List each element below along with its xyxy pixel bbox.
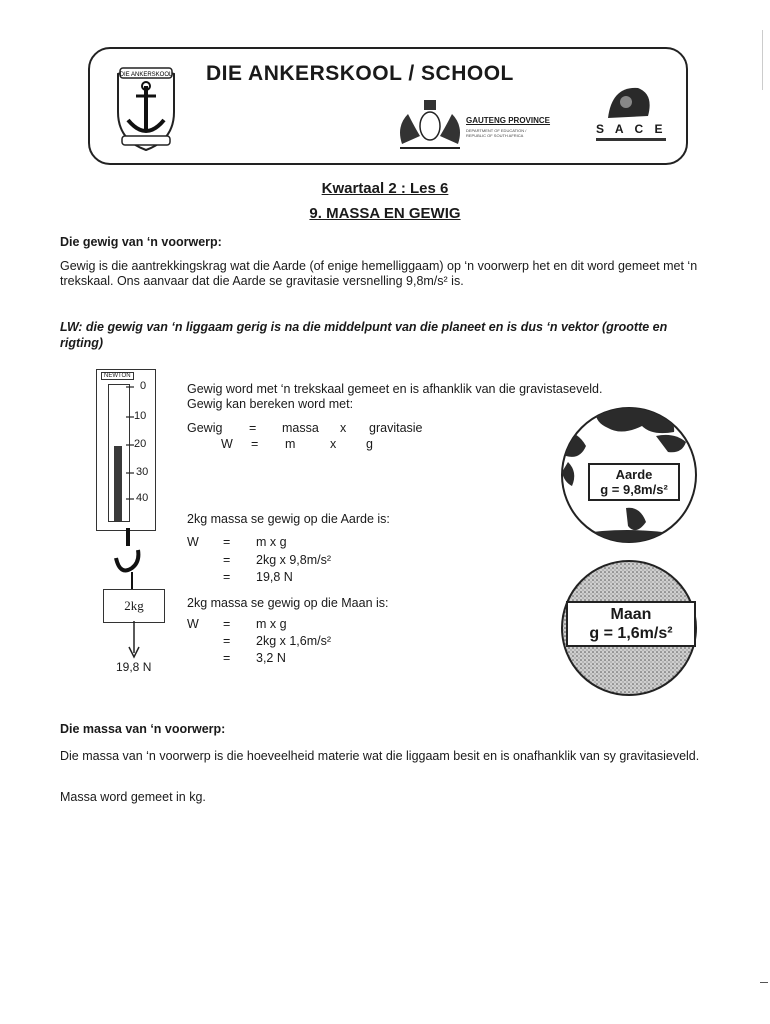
svg-text:DIE ANKERSKOOL: DIE ANKERSKOOL bbox=[119, 72, 173, 78]
moon-calc-eq-3: = bbox=[223, 651, 231, 665]
scale-tick-10: 10 bbox=[134, 410, 147, 422]
earth-calc-eq-1: = bbox=[223, 535, 231, 549]
scale-tick-30: 30 bbox=[136, 466, 149, 478]
coat-of-arms-logo bbox=[394, 96, 466, 152]
earth-calc-step-1: m x g bbox=[256, 535, 287, 549]
sace-emblem-icon bbox=[598, 80, 658, 120]
scale-unit-label: NEWTON bbox=[101, 372, 134, 380]
formula-word-times: x bbox=[340, 421, 347, 435]
force-label: 19,8 N bbox=[116, 660, 152, 674]
earth-calc-eq-2: = bbox=[223, 553, 231, 567]
moon-calc-step-1: m x g bbox=[256, 617, 287, 631]
formula-symbol-equals: = bbox=[251, 437, 259, 451]
formula-symbol-g: g bbox=[366, 437, 373, 451]
scan-edge-mark bbox=[762, 30, 763, 90]
lesson-term: Kwartaal 2 : Les 6 bbox=[321, 180, 449, 197]
earth-calc-lhs: W bbox=[187, 535, 199, 549]
scale-tick-20: 20 bbox=[134, 438, 147, 450]
sace-logo-text: S A C E bbox=[596, 122, 666, 141]
formula-symbol-m: m bbox=[285, 437, 296, 451]
earth-calc-eq-3: = bbox=[223, 570, 231, 584]
weight-vector-note: LW: die gewig van ‘n liggaam gerig is na die middelpunt van die planeet en is dus ‘n vektor (grootte en rigting) bbox=[60, 320, 668, 350]
scale-spring-indicator bbox=[114, 446, 122, 521]
moon-label-box bbox=[566, 601, 696, 647]
earth-label-box bbox=[588, 463, 680, 501]
scale-tick-0: 0 bbox=[140, 380, 147, 392]
scan-edge-tick bbox=[760, 982, 768, 983]
earth-name: Aarde bbox=[615, 467, 653, 482]
explanation-line-2: Gewig kan bereken word met: bbox=[187, 397, 354, 411]
weight-definition: Gewig is die aantrekkingskrag wat die Aarde (of enige hemelliggaam) op ‘n voorwerp het en dit word gemeet met ‘n trekskaal. Ons aanvaar dat die Aarde se gravitasie versnelling 9,8m/s² is. bbox=[60, 259, 698, 288]
mass-block: 2kg bbox=[103, 589, 165, 623]
lesson-title: 9. MASSA EN GEWIG bbox=[309, 205, 461, 222]
formula-word-equals: = bbox=[249, 421, 257, 435]
moon-gravity: g = 1,6m/s² bbox=[589, 625, 673, 642]
formula-word-massa: massa bbox=[282, 421, 319, 435]
province-subtitle: DEPARTMENT OF EDUCATION / REPUBLIC OF SOUTH AFRICA bbox=[466, 128, 527, 138]
moon-calc-eq-2: = bbox=[223, 634, 231, 648]
mass-definition: Die massa van ‘n voorwerp is die hoeveelheid materie wat die liggaam besit en is onafhanklik van sy gravitasieveld. bbox=[60, 749, 700, 763]
earth-calc-step-2: 2kg x 9,8m/s² bbox=[256, 553, 332, 567]
moon-calc-eq-1: = bbox=[223, 617, 231, 631]
moon-name: Maan bbox=[610, 606, 652, 623]
explanation-line-1: Gewig word met ‘n trekskaal gemeet en is afhanklik van die gravistaseveld. bbox=[187, 382, 603, 396]
earth-calc-result: 19,8 N bbox=[256, 570, 293, 584]
mass-heading: Die massa van ‘n voorwerp: bbox=[60, 722, 226, 736]
formula-word-gravitasie: gravitasie bbox=[369, 421, 423, 435]
mass-unit-note: Massa word gemeet in kg. bbox=[60, 790, 206, 804]
school-title: DIE ANKERSKOOL / SCHOOL bbox=[206, 62, 514, 85]
province-name: GAUTENG PROVINCE bbox=[466, 116, 551, 125]
earth-gravity: g = 9,8m/s² bbox=[600, 482, 668, 497]
formula-word-gewig: Gewig bbox=[187, 421, 223, 435]
scale-tick-40: 40 bbox=[136, 492, 149, 504]
force-arrow-icon bbox=[126, 621, 142, 659]
school-crest-logo bbox=[108, 62, 184, 154]
moon-calc-lhs: W bbox=[187, 617, 199, 631]
moon-calc-result: 3,2 N bbox=[256, 651, 286, 665]
weight-heading: Die gewig van ‘n voorwerp: bbox=[60, 235, 222, 249]
earth-calc-heading: 2kg massa se gewig op die Aarde is: bbox=[187, 512, 390, 526]
formula-symbol-times: x bbox=[330, 437, 337, 451]
moon-calc-heading: 2kg massa se gewig op die Maan is: bbox=[187, 596, 389, 610]
formula-symbol-w: W bbox=[221, 437, 233, 451]
moon-calc-step-2: 2kg x 1,6m/s² bbox=[256, 634, 332, 648]
scale-hook-icon bbox=[110, 528, 150, 590]
